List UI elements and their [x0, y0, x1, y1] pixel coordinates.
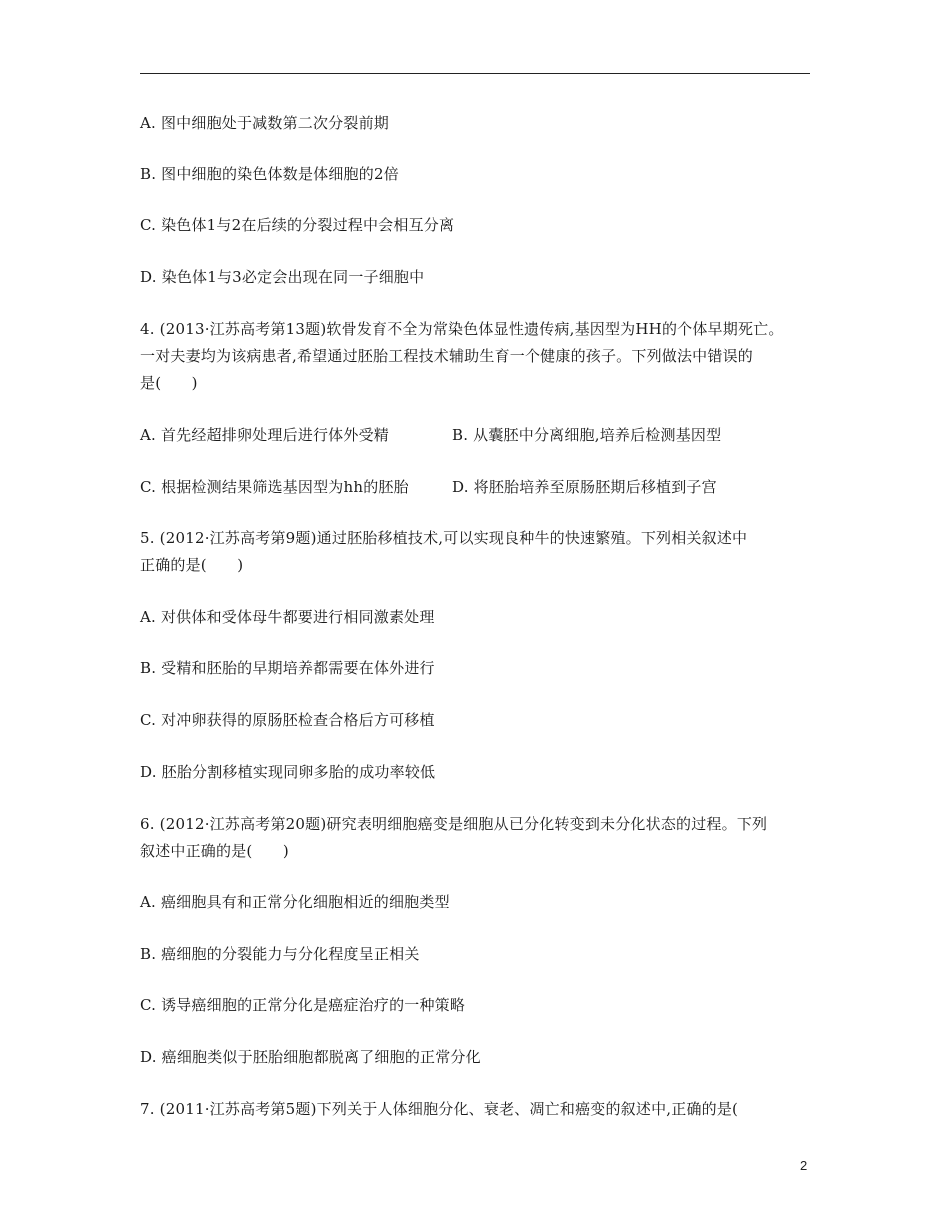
q4-stem-line-2: 一对夫妻均为该病患者,希望通过胚胎工程技术辅助生育一个健康的孩子。下列做法中错误的: [140, 347, 753, 365]
q4-stem-line-1: 4. (2013·江苏高考第13题)软骨发育不全为常染色体显性遗传病,基因型为HH的个体早期死亡。: [140, 320, 784, 338]
q4-option-c: C. 根据检测结果筛选基因型为hh的胚胎: [140, 478, 409, 496]
q3-option-b: B. 图中细胞的染色体数是体细胞的2倍: [140, 165, 399, 183]
q6-option-d: D. 癌细胞类似于胚胎细胞都脱离了细胞的正常分化: [140, 1048, 481, 1066]
q7-stem-line-1: 7. (2011·江苏高考第5题)下列关于人体细胞分化、衰老、凋亡和癌变的叙述中,正确的是(: [140, 1100, 739, 1118]
q4-option-a: A. 首先经超排卵处理后进行体外受精: [140, 426, 389, 444]
q3-option-a: A. 图中细胞处于减数第二次分裂前期: [140, 114, 389, 132]
q5-stem-line-1: 5. (2012·江苏高考第9题)通过胚胎移植技术,可以实现良种牛的快速繁殖。下列相关叙述中: [140, 529, 748, 547]
q6-stem-line-1: 6. (2012·江苏高考第20题)研究表明细胞癌变是细胞从已分化转变到未分化状态的过程。下列: [140, 815, 768, 833]
q4-option-b: B. 从囊胚中分离细胞,培养后检测基因型: [452, 426, 722, 444]
q3-option-d: D. 染色体1与3必定会出现在同一子细胞中: [140, 268, 425, 286]
q5-stem-line-2: 正确的是( ): [140, 556, 244, 574]
q4-option-d: D. 将胚胎培养至原肠胚期后移植到子宫: [452, 478, 717, 496]
q6-option-c: C. 诱导癌细胞的正常分化是癌症治疗的一种策略: [140, 996, 466, 1014]
q6-stem-line-2: 叙述中正确的是( ): [140, 842, 289, 860]
q5-option-a: A. 对供体和受体母牛都要进行相同激素处理: [140, 608, 435, 626]
q6-option-a: A. 癌细胞具有和正常分化细胞相近的细胞类型: [140, 893, 450, 911]
q5-option-b: B. 受精和胚胎的早期培养都需要在体外进行: [140, 659, 435, 677]
header-rule: [140, 73, 810, 74]
q3-option-c: C. 染色体1与2在后续的分裂过程中会相互分离: [140, 216, 455, 234]
q6-option-b: B. 癌细胞的分裂能力与分化程度呈正相关: [140, 945, 420, 963]
page-number: 2: [800, 1158, 808, 1173]
q5-option-d: D. 胚胎分割移植实现同卵多胎的成功率较低: [140, 763, 436, 781]
q5-option-c: C. 对冲卵获得的原肠胚检查合格后方可移植: [140, 711, 435, 729]
q4-stem-line-3: 是( ): [140, 374, 198, 392]
